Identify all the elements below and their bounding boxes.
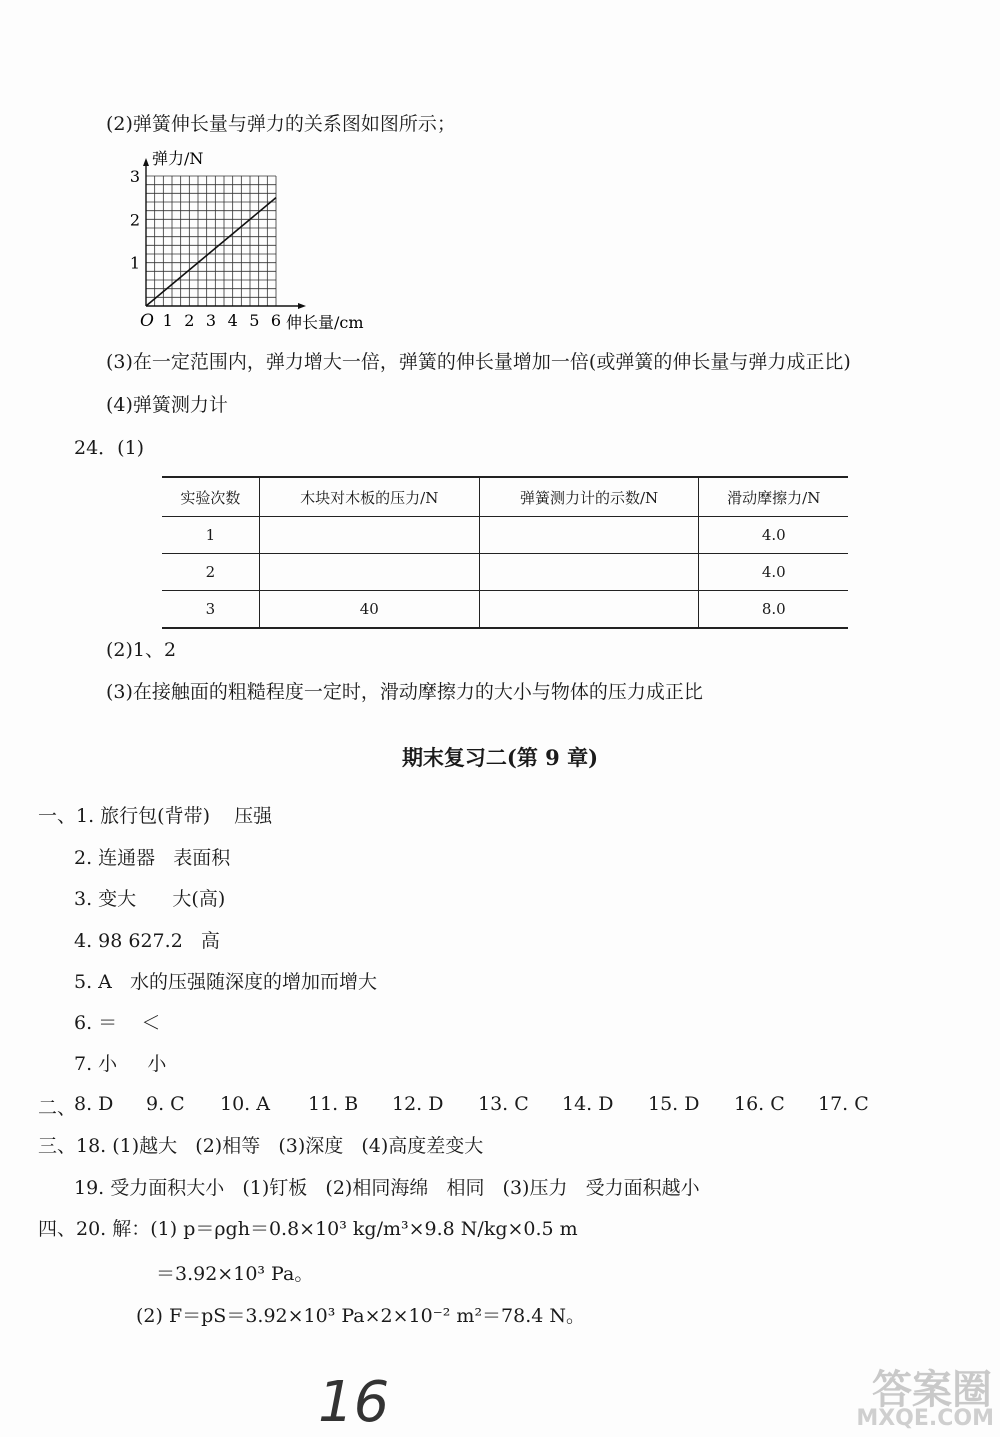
- q24-label: 24．(1): [74, 437, 145, 459]
- section-title: 期末复习二(第 9 章): [401, 745, 599, 770]
- handwritten-page-number: 16: [318, 1370, 390, 1435]
- part1-line5: 5. A 水的压强随深度的增加而增大: [74, 971, 378, 993]
- mcq-answer: 13. C: [478, 1093, 529, 1115]
- part1-line3: 3. 变大 大(高): [74, 888, 226, 910]
- x-tick-label: 1: [162, 311, 173, 330]
- mcq-answer: 16. C: [734, 1093, 785, 1115]
- table-row: [162, 517, 848, 554]
- table-row: [162, 554, 848, 591]
- x-axis-label: 伸长量/cm: [286, 313, 364, 332]
- table-row: [162, 591, 848, 629]
- chart-axes: [143, 158, 306, 309]
- mcq-answer: 15. D: [648, 1093, 700, 1115]
- y-tick-label: 3: [129, 167, 140, 186]
- table-cell: 4.0: [699, 554, 848, 591]
- mcq-answer: 11. B: [308, 1093, 359, 1115]
- mcq-answer: 12. D: [392, 1093, 444, 1115]
- chart-series: [146, 198, 276, 306]
- table-header: 木块对木板的压力/N: [259, 477, 479, 517]
- table-cell: 2: [162, 554, 259, 591]
- y-axis-label: 弹力/N: [152, 149, 204, 168]
- q23-part3: (3)在一定范围内，弹力增大一倍，弹簧的伸长量增加一倍(或弹簧的伸长量与弹力成正比): [106, 351, 851, 373]
- q24-part2: (2)1、2: [106, 639, 177, 661]
- table-cell: [259, 554, 479, 591]
- watermark-top: 答案圈: [872, 1367, 992, 1413]
- mcq-answer: 9. C: [146, 1093, 185, 1115]
- q23-part2: (2)弹簧伸长量与弹力的关系图如图所示；: [106, 113, 456, 135]
- table-header: 滑动摩擦力/N: [699, 477, 848, 517]
- part4-q20-line3: (2) F＝pS＝3.92×10³ Pa×2×10⁻² m²＝78.4 N。: [136, 1305, 586, 1327]
- part1-line6: 6. ＝ ＜: [74, 1012, 161, 1034]
- table-cell: 40: [259, 591, 479, 629]
- spring-force-chart: [126, 148, 386, 338]
- q23-part4: (4)弹簧测力计: [106, 394, 228, 416]
- table-header: 实验次数: [162, 477, 259, 517]
- y-tick-label: 1: [129, 253, 140, 273]
- x-tick-label: 5: [249, 311, 260, 330]
- q24-part3: (3)在接触面的粗糙程度一定时，滑动摩擦力的大小与物体的压力成正比: [106, 681, 703, 703]
- part1-line2: 2. 连通器 表面积: [74, 847, 231, 869]
- mcq-answer: 8. D: [74, 1093, 114, 1115]
- table-cell: [479, 591, 699, 629]
- table-cell: 3: [162, 591, 259, 629]
- part1-line1: 一、1. 旅行包(背带) 压强: [38, 805, 273, 827]
- friction-table: [162, 476, 848, 629]
- origin-label: O: [140, 311, 154, 331]
- mcq-answer: 14. D: [562, 1093, 614, 1115]
- part3-q19: 19. 受力面积大小 (1)钉板 (2)相同海绵 相同 (3)压力 受力面积越小: [74, 1177, 700, 1199]
- table-cell: 4.0: [699, 517, 848, 554]
- table-cell: 8.0: [699, 591, 848, 629]
- x-tick-label: 6: [270, 311, 282, 330]
- mcq-answer: 17. C: [818, 1093, 869, 1115]
- table-cell: [259, 517, 479, 554]
- watermark-logo: [832, 1352, 1000, 1437]
- part4-q20-line1: 四、20. 解：(1) p＝ρgh＝0.8×10³ kg/m³×9.8 N/kg×0.5 m: [38, 1218, 578, 1240]
- x-tick-label: 3: [205, 311, 217, 330]
- x-tick-label: 2: [184, 311, 195, 330]
- part2-prefix: 二、: [38, 1097, 77, 1119]
- chart-grid: [146, 176, 276, 306]
- watermark-bottom: MXQE.COM: [856, 1406, 994, 1431]
- y-axis-arrow: [143, 158, 149, 166]
- table-cell: [479, 554, 699, 591]
- part1-line4: 4. 98 627.2 高: [74, 930, 220, 952]
- mcq-answer: 10. A: [220, 1093, 270, 1115]
- x-axis-arrow: [298, 303, 306, 309]
- part2-row: [38, 1093, 918, 1119]
- table-header: 弹簧测力计的示数/N: [479, 477, 699, 517]
- table-cell: [479, 517, 699, 554]
- series-line: [146, 198, 276, 306]
- table-cell: 1: [162, 517, 259, 554]
- part3-q18: 三、18. (1)越大 (2)相等 (3)深度 (4)高度差变大: [38, 1135, 484, 1157]
- y-tick-label: 2: [129, 210, 140, 230]
- x-tick-label: 4: [227, 311, 238, 330]
- part4-q20-line2: ＝3.92×10³ Pa。: [156, 1263, 314, 1285]
- part1-line7: 7. 小 小: [74, 1053, 167, 1075]
